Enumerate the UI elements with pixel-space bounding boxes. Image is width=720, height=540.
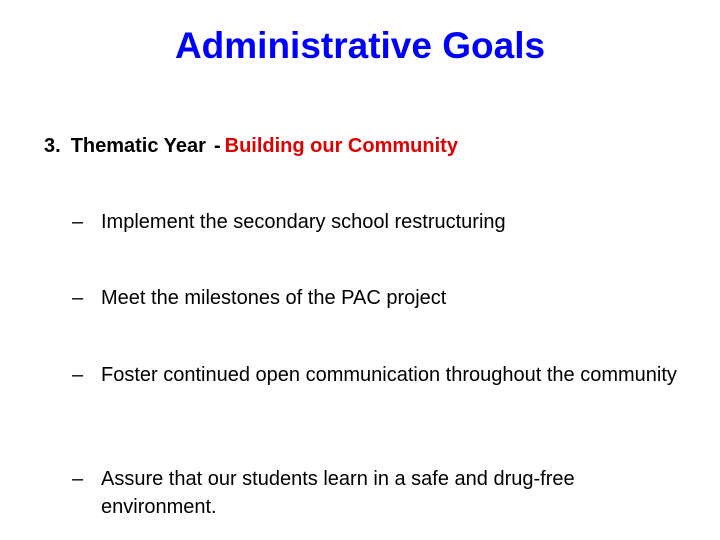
bullet-item [72, 361, 692, 389]
bullet-text: Meet the milestones of the PAC project [101, 287, 447, 309]
bullet-text: Assure that our students learn in a safe and drug-free environment. [101, 468, 575, 518]
bullet-item [72, 284, 692, 312]
goal-label: Thematic Year [70, 135, 206, 157]
goal-separator: - [213, 135, 221, 157]
bullet-marker: – [72, 468, 84, 490]
bullet-marker: – [72, 211, 84, 233]
bullet-text: Foster continued open communication throughout the community [101, 364, 677, 386]
goal-heading [44, 133, 458, 159]
bullet-marker: – [72, 364, 84, 386]
goal-number: 3. [44, 135, 61, 157]
slide-title: Administrative Goals [174, 25, 546, 66]
bullet-marker: – [72, 287, 84, 309]
bullet-item [72, 465, 692, 521]
bullet-item [72, 208, 692, 236]
goal-theme: Building our Community [224, 135, 458, 157]
bullet-text: Implement the secondary school restructuring [101, 211, 506, 233]
